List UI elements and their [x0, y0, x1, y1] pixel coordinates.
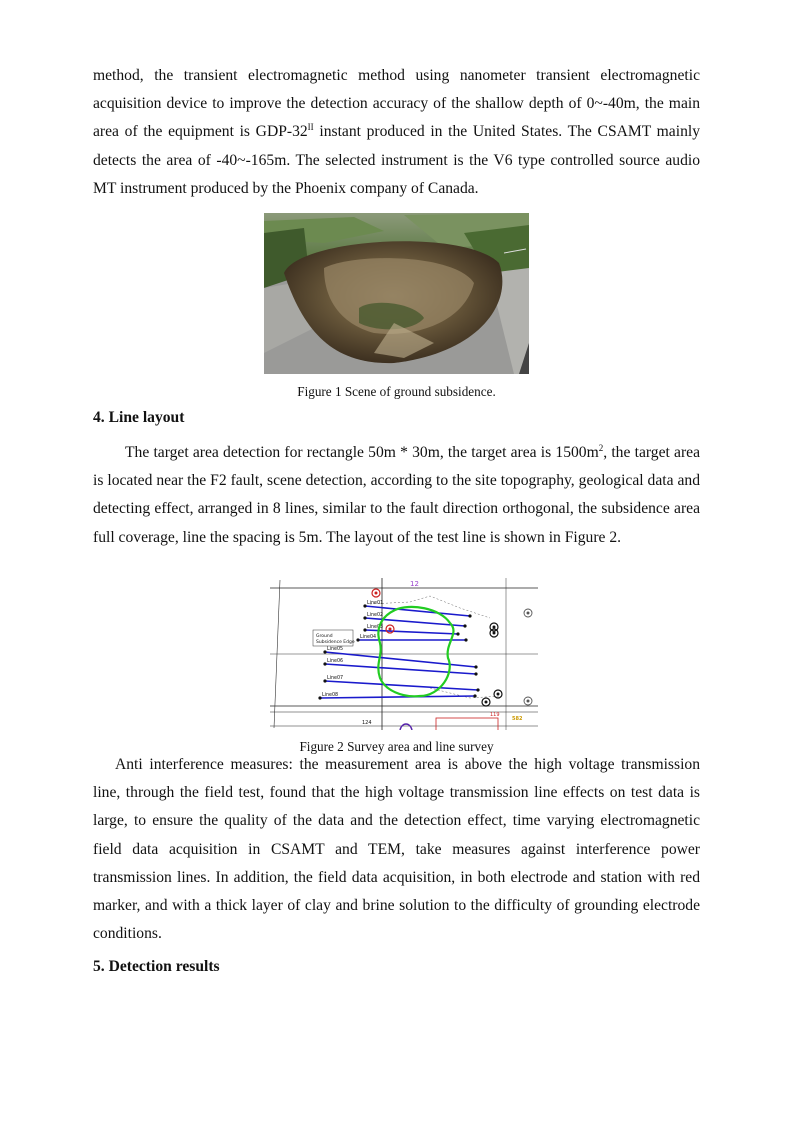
intro-superscript: II — [307, 122, 314, 133]
survey-line-label: Line07 — [327, 676, 344, 681]
survey-line-endpoint — [464, 638, 467, 641]
line-layout-text-b: , the target area is located near the F2 fault, scene detection, according to the site topography, geological data and detecting effect, arranged in 8 lines, similar to the fault direction orthogonal, the subsidence area full coverage, line the spacing is 5m. The layout of the test line is shown in Figure 2. — [93, 444, 700, 546]
intro-text-b: instant produced in the United States. The CSAMT mainly detects the area of -40~-165m. The selected instrument is the V6 type controlled source audio MT instrument produced by the Phoenix company of Canada. — [93, 123, 700, 197]
survey-line-label: Line06 — [327, 659, 344, 664]
figure1-photo — [264, 213, 529, 374]
survey-line-label: Line02 — [367, 613, 384, 618]
intro-text-a: method, the transient electromagnetic method using nanometer transient electromagnetic acquisition device to improve the detection accuracy of the shallow depth of 0~-40m, the main area of the equipment is GDP-32 — [93, 67, 700, 141]
survey-line-endpoint — [474, 665, 477, 668]
survey-line-endpoint — [473, 694, 476, 697]
survey-line-label: Line03 — [367, 625, 384, 630]
marker-dot — [389, 628, 392, 631]
survey-map — [270, 578, 538, 730]
legend-line2: Subsidence Edge — [316, 640, 355, 645]
figure2-caption: Figure 2 Survey area and line survey — [299, 739, 494, 754]
survey-line-endpoint — [476, 688, 479, 691]
line-layout-text-a: The target area detection for rectangle 50m * 30m, the target area is 1500m — [125, 444, 599, 461]
marker-dot — [375, 592, 378, 595]
line-layout-superscript: 2 — [598, 442, 604, 453]
section-5-heading: 5. Detection results — [93, 958, 220, 975]
survey-line-endpoint — [468, 614, 471, 617]
survey-line-label: Line08 — [322, 693, 339, 698]
anti-interference-paragraph: Anti interference measures: the measurement area is above the high voltage transmission line, through the field test, found that the high voltage transmission line effects on test data is large, to ensure the quality of the data and the detection effect, time varying electromagnetic field data acquisition in CSAMT and TEM, take measures against interference power transmission lines. In addition, the field data acquisition, in both electrode and station with red marker, and with a thick layer of clay and brine solution to the difficulty of grounding electrode conditions. — [93, 756, 700, 943]
figure2-top-label: 12 — [410, 580, 419, 588]
survey-line-label: Line05 — [327, 647, 344, 652]
survey-line-label: Line04 — [360, 635, 377, 640]
legend-line1: Ground — [316, 634, 333, 639]
subsidence-photo-image — [264, 213, 529, 374]
figure2-red-label: 119 — [490, 712, 500, 718]
line-layout-paragraph — [93, 439, 700, 552]
survey-line-endpoint — [456, 632, 459, 635]
figure2-yellow-label: 582 — [512, 716, 523, 722]
survey-line-endpoint — [474, 672, 477, 675]
section-4-heading: 4. Line layout — [93, 409, 185, 426]
figure1-caption: Figure 1 Scene of ground subsidence. — [297, 384, 496, 399]
figure2-diagram — [270, 578, 538, 730]
survey-line-endpoint — [463, 624, 466, 627]
survey-line-label: Line01 — [367, 601, 384, 606]
intro-paragraph — [93, 62, 700, 203]
figure2-bottom-label: 124 — [362, 720, 372, 726]
